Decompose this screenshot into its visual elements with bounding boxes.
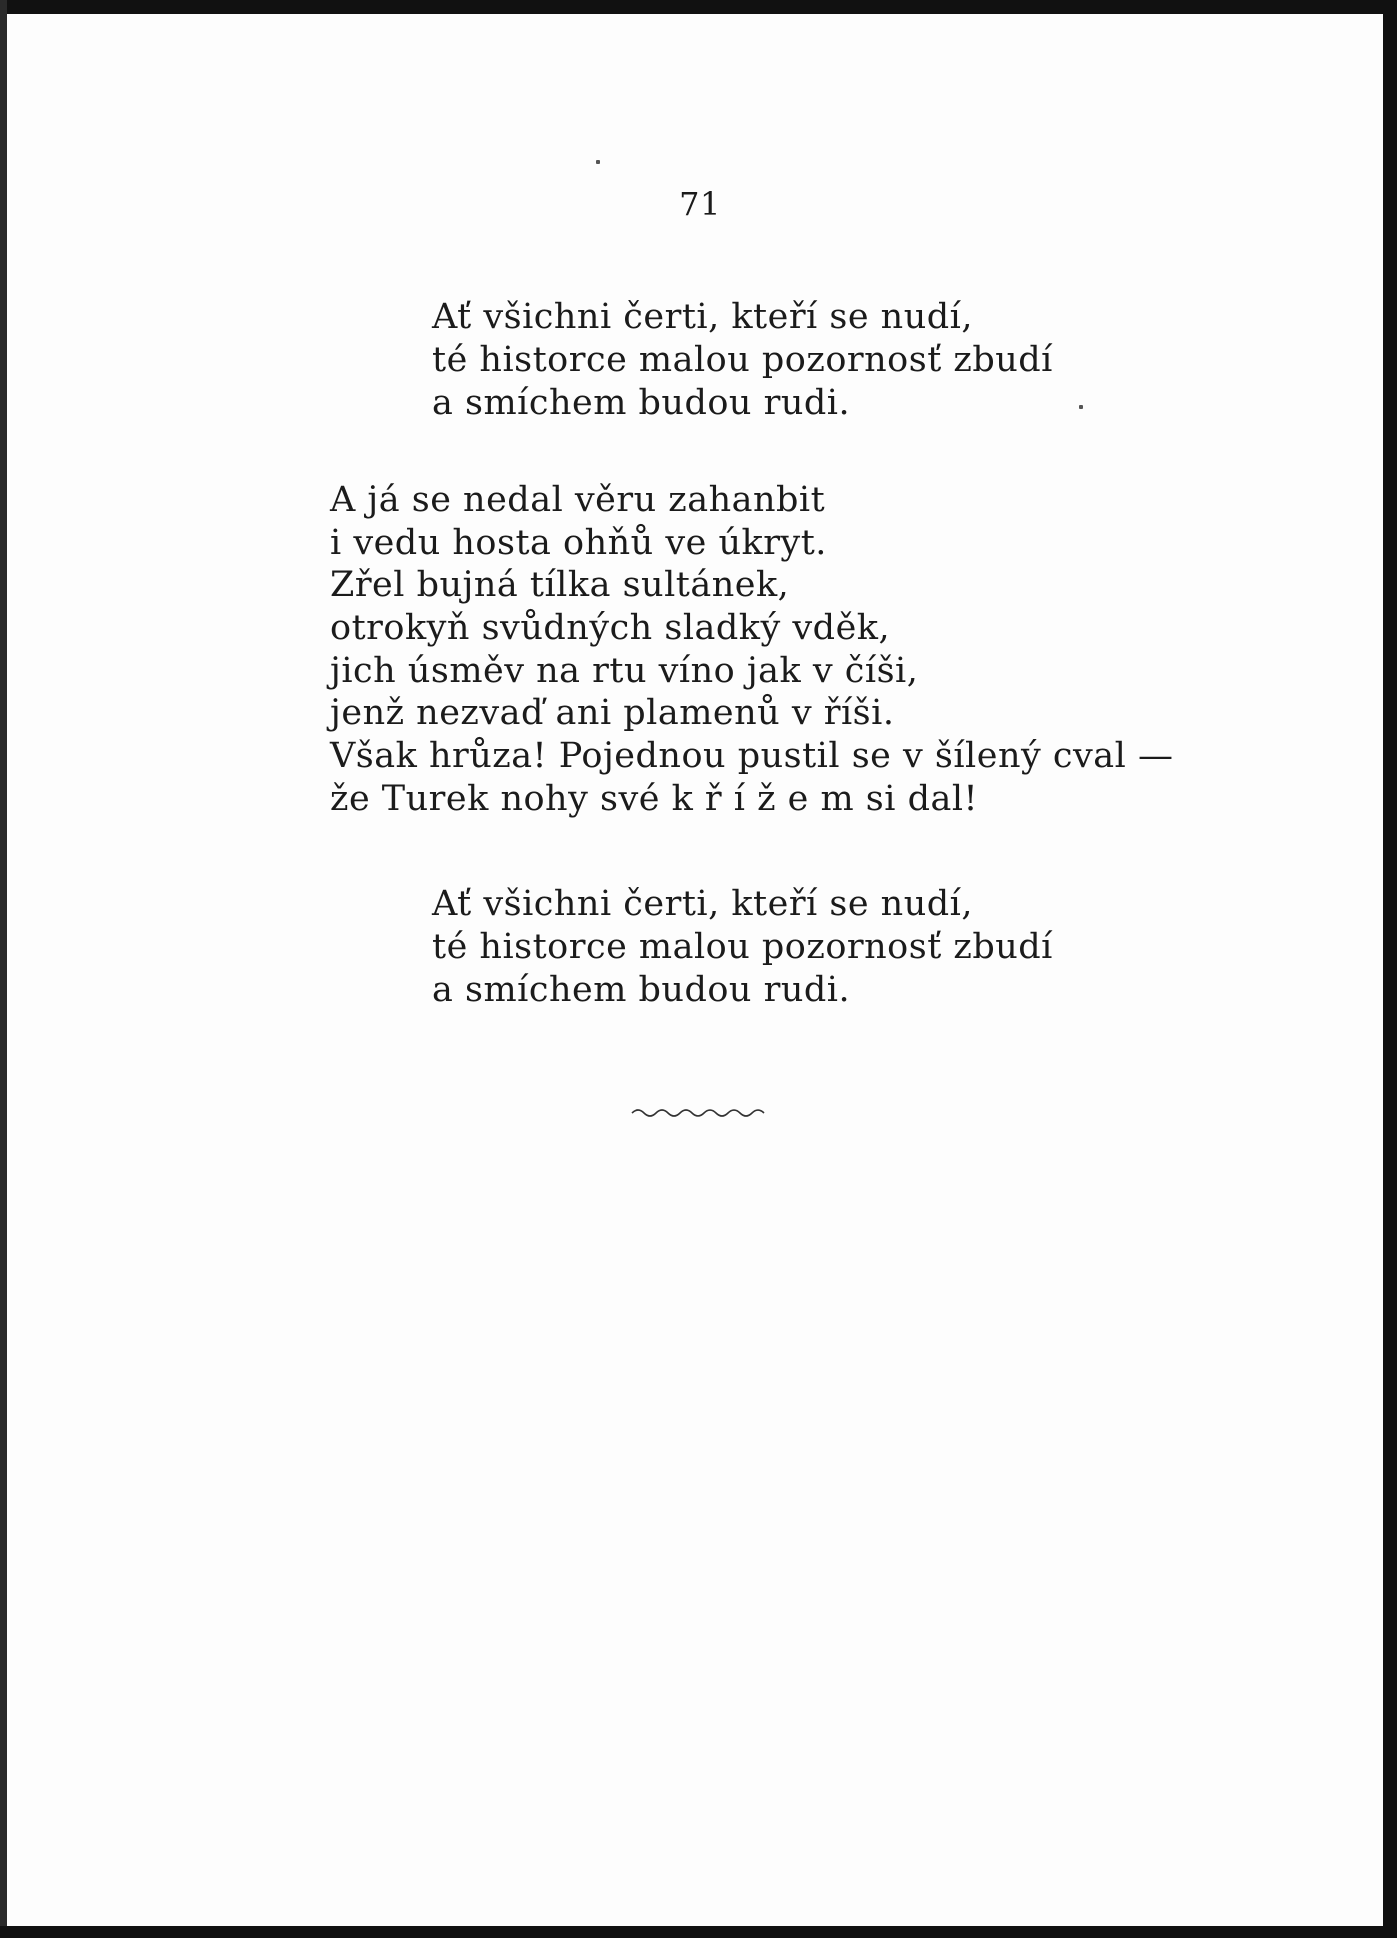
scan-border-right [1383, 0, 1397, 1938]
poem-line: Však hrůza! Pojednou pustil se v šílený cval — [330, 736, 1174, 777]
wavy-line-ornament-icon [630, 1103, 768, 1121]
poem-line: té historce malou pozornosť zbudí [432, 340, 1053, 380]
scan-border-left [0, 0, 7, 1938]
refrain-stanza-2 [432, 883, 1053, 1012]
poem-line: otrokyň svůdných sladký vděk, [330, 608, 891, 649]
poem-line: že Turek nohy své k ř í ž e m si dal! [330, 778, 979, 819]
page-number: 71 [679, 185, 721, 223]
scan-speck [596, 160, 600, 164]
poem-line: jenž nezvaď ani plamenů v říši. [330, 693, 895, 734]
poem-line: a smíchem budou rudi. [432, 970, 851, 1010]
poem-line: A já se nedal věru zahanbit [330, 480, 826, 520]
refrain-stanza-1 [432, 296, 1053, 425]
scan-border-top [0, 0, 1397, 14]
poem-line: té historce malou pozornosť zbudí [432, 927, 1053, 967]
poem-line: Zřel bujná tílka sultánek, [330, 565, 790, 606]
scan-speck [1079, 405, 1083, 409]
poem-line: Ať všichni čerti, kteří se nudí, [432, 297, 973, 337]
poem-line: i vedu hosta ohňů ve úkryt. [330, 522, 827, 563]
verse-stanza [330, 479, 1173, 821]
poem-line: jich úsměv na rtu víno jak v číši, [330, 650, 919, 691]
poem-line: a smíchem budou rudi. [432, 383, 851, 423]
poem-line: Ať všichni čerti, kteří se nudí, [432, 884, 973, 924]
scan-border-bottom [0, 1926, 1397, 1938]
